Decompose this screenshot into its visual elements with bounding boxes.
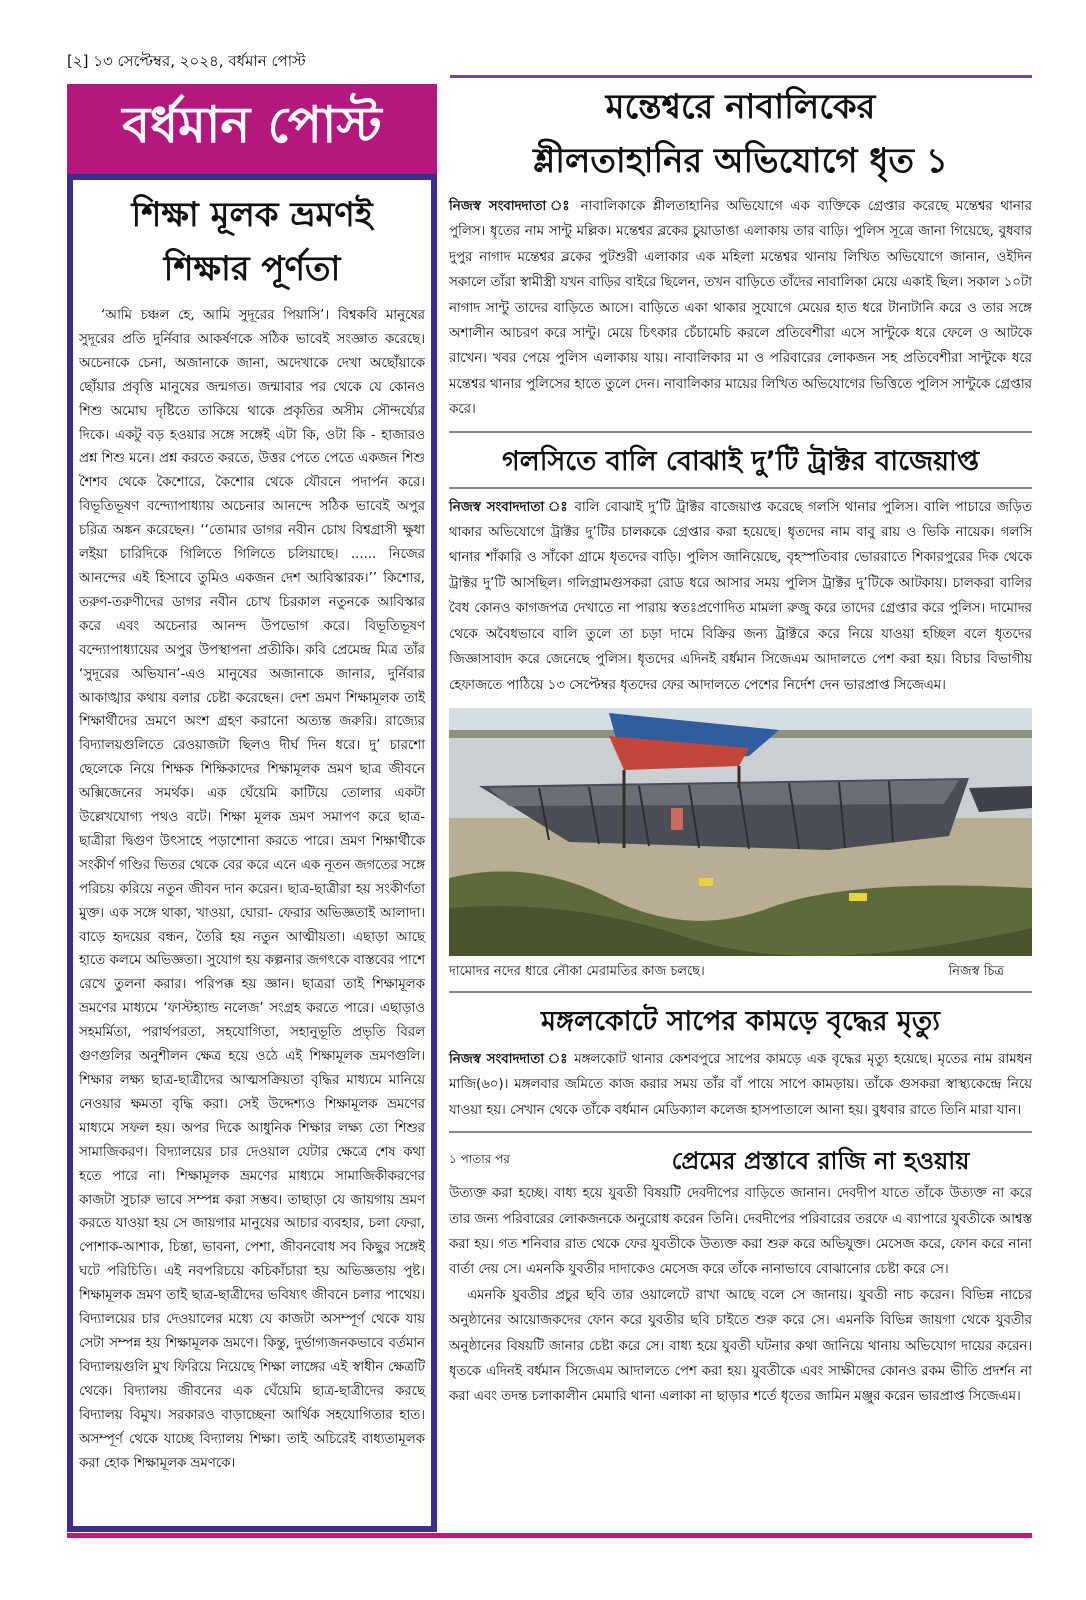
left-article [73,180,431,1526]
photo-caption-row [449,962,1032,983]
article3-body: মঙ্গলকোট থানার কেশবপুরে সাপের কামড়ে এক বৃদ্ধের মৃত্যু হয়েছে। মৃতের নাম রামধন মাজি(৬০)। মঙ্গলবার জমিতে কাজ করার সময় তাঁর বাঁ পায়ে সাপে কামড়ায়। তাঁকে গুসকরা স্বাস্থ্যকেন্দ্রে নিয়ে যাওয়া হয়। সেখান থেকে তাঁকে বর্ধমান মেডিক্যাল কলেজ হাসপাতালে আনা হয়। বুধবার রাতে তিনি মারা যান। [449,1051,1032,1118]
separator [449,991,1032,993]
article1-body-para [449,194,1032,423]
page-header: [২] ১৩ সেপ্টেম্বর, ২০২৪, বর্ধমান পোস্ট [67,52,306,70]
separator [449,1131,1032,1133]
article2-body: বালি বোঝাই দু’টি ট্রাক্টর বাজেয়াপ্ত করেছে গলসি থানার পুলিস। বালি পাচারে জড়িত থাকার অভিযোগে ট্রাক্টর দু’টির চালককে গ্রেপ্তার করা হয়েছে। ধৃতদের নাম বাবু রায় ও ভিকি নায়েক। গলসি থানার শাঁকারি ও সাঁকো গ্রামে ধৃতদের বাড়ি। পুলিস জানিয়েছে, বৃহস্পতিবার ভোররাতে শিকারপুরের দিক থেকে ট্রাক্টর দু’টি আসছিল। গলিগ্রামগুসকরা রোড ধরে আসার সময় পুলিস ট্রাক্টর দু’টিকে আটকায়। চালকরা বালির বৈধ কোনও কাগজপত্র দেখাতে না পারায় স্বতঃপ্রণোদিত মামলা রুজু করে তাদের গ্রেপ্তার করে পুলিস। দামোদর থেকে অবৈধভাবে বালি তুলে তা চড়া দামে বিক্রির জন্য ট্রাক্টরে করে নিয়ে যাওয়া হচ্ছিল বলে ধৃতদের জিজ্ঞাসাবাদ করে জেনেছে পুলিস। ধৃতদের এদিনই বর্ধমান সিজেএম আদালতে পেশ করা হয়। বিচার বিভাগীয় হেফাজতে পাঠিয়ে ১৩ সেপ্টেম্বর ধৃতদের ফের আদালতে পেশের নির্দেশ দেন ভারপ্রাপ্ত সিজেএম। [449,499,1032,693]
article2-body-para [449,495,1032,698]
right-column [449,80,1032,1410]
worker [671,808,683,830]
article3-headline: মঙ্গলকোটে সাপের কামড়ে বৃদ্ধের মৃত্যু [541,1005,940,1037]
article2-headline: গলসিতে বালি বোঝাই দু’টি ট্রাক্টর বাজেয়াপ্ত [501,445,980,477]
left-article-headline [79,188,425,296]
continuation-row [449,1141,1032,1181]
masthead-title: বর্ধমান পোস্ট [122,95,382,154]
debris [699,878,713,886]
article4-para2: এমনকি যুবতীর প্রচুর ছবি তার ওয়ালেটে রাখা আছে বলে সে জানায়। যুবতী নাচ করেন। বিভিন্ন নাচের অনুষ্ঠানের আয়োজকদের ফোন করে যুবতীর ছবি চাইতে শুরু করে সে। এমনকি বিভিন্ন জায়গা থেকে যুবতীর অনুষ্ঠানের বিষয়টি জানার চেষ্টা করে সে। বাধ্য হয়ে যুবতী ঘটনার কথা জানিয়ে থানায় অভিযোগ দায়ের করেন। ধৃতকে এদিনই বর্ধমান সিজেএম আদালতে পেশ করা হয়। যুবতীকে এবং সাক্ষীদের কোনও রকম ভীতি প্রদর্শন না করা এবং তদন্ত চলাকালীন মেমারি থানা এলাকা না ছাড়ার শর্তে ধৃতের জামিন মঞ্জুর করেন ভারপ্রাপ্ত সিজেএম। [449,1287,1032,1405]
footer-rule [67,1533,1032,1538]
separator [449,431,1032,433]
article3-byline: নিজস্ব সংবাদদাতা ঃ [449,1051,569,1067]
article1-body: নাবালিকাকে শ্লীলতাহানির অভিযোগে এক ব্যক্তিকে গ্রেপ্তার করেছে মন্তেশ্বর থানার পুলিস। ধৃতের নাম সান্টু মল্লিক। মন্তেশ্বর ব্লকের চুয়াডাঙা এলাকায় তার বাড়ি। পুলিস সূত্রে জানা গিয়েছে, বুধবার দুপুর নাগাদ মন্তেশ্বর ব্লকের পুটশুরী এলাকার এক মহিলা মন্তেশ্বর থানায় লিখিত অভিযোগে জানান, ওইদিন সকালে তাঁরা স্বামীস্ত্রী যখন বাড়ির বাইরে ছিলেন, তখন বাড়িতে তাঁদের নাবালিকা মেয়ে একাই ছিল। সকাল ১০টা নাগাদ সান্টু তাদের বাড়িতে আসে। বাড়িতে একা থাকার সুযোগে মেয়ের হাত ধরে টানাটানি করে ও তার সঙ্গে অশালীন আচরণ করে সান্টু। মেয়ে চিৎকার চেঁচামেচি করলে প্রতিবেশীরা এসে সান্টুকে ধরে ফেলে ও আটকে রাখেন। খবর পেয়ে পুলিস এলাকায় যায়। নাবালিকার মা ও পরিবারের লোকজন সহ প্রতিবেশীরা সান্টুকে ধরে মন্তেশ্বর থানার পুলিসের হাতে তুলে দেন। নাবালিকার মায়ের লিখিত অভিযোগের ভিত্তিতে পুলিস সান্টুকে গ্রেপ্তার করে। [449,199,1032,418]
article2-byline: নিজস্ব সংবাদদাতা ঃ [449,499,569,515]
masthead [67,84,437,174]
article1-byline: নিজস্ব সংবাদদাতা ঃ [449,199,573,214]
article-montreshwar [449,80,1032,423]
article-proposal [449,1141,1032,1410]
header-rule [450,75,1032,78]
left-headline-line1: শিক্ষা মূলক ভ্রমণই [131,195,373,235]
article1-headline-line2: শ্লীলতাহানির অভিযোগে ধৃত ১ [533,141,948,181]
boat-photo-image [449,708,1032,956]
article4-para1: উত্যক্ত করা হচ্ছে। বাধ্য হয়ে যুবতী বিষয়টি দেবদীপের বাড়িতে জানান। দেবদীপ যাতে তাঁকে উত্যক্ত না করে তার জন্য পরিবারের লোকজনকে অনুরোধ করেন তিনি। দেবদীপের পরিবারের তরফে এ ব্যাপারে যুবতীকে আশ্বস্ত করা হয়। গত শনিবার রাত থেকে ফের যুবতীকে উত্যক্ত করা শুরু করে অভিযুক্ত। মেসেজ করে, ফোন করে নানা বার্তা দেয় সে। এমনকি যুবতীর দাদাকেও মেসেজ করে তাঁকে নানাভাবে বোঝানোর চেষ্টা করে সে। [449,1186,1033,1278]
left-article-body: ‘আমি চঞ্চল হে, আমি সুদূরের পিয়াসি’। বিশ্বকবি মানুষের সুদূরের প্রতি দুর্নিবার আকর্ষণকে সঠিক ভাবেই সংজ্ঞাত করেছে। অচেনাকে চেনা, অজানাকে জানা, অদেখাকে দেখা অছোঁয়াকে ছোঁয়ার প্রবৃত্তি মানুষের জন্মগত। জন্মাবার পর থেকে যে কোনও শিশু অমোঘ দৃষ্টিতে তাকিয়ে থাকে প্রকৃতির অসীম সৌন্দর্য্যের দিকে। একটু বড় হওয়ার সঙ্গে সঙ্গেই এটা কি, ওটা কি - হাজারও প্রশ্ন শিশু মনে। প্রশ্ন করতে করতে, উত্তর পেতে পেতে একজন শিশু শৈশব থেকে কৈশোরে, কৈশোর থেকে যৌবনে পদার্পন করে। বিভূতিভূষণ বন্দ্যোপাধ্যায় অচেনার আনন্দে সঠিক ভাবেই অপুর চরিত্র অঙ্কন করেছেন। ‘‘তোমার ডাগর নবীন চোখ বিশ্বগ্রাসী ক্ষুধা লইয়া চারিদিকে গিলিতে গিলিতে চলিয়াছে। ...... নিজের আনন্দের এই হিসাবে তুমিও একজন দেশ আবিস্কারক।’’ কিশোর, তরুণ-তরুণীদের ডাগর নবীন চোখ চিরকাল নতুনকে আবিস্কার করে এবং অচেনার আনন্দ উপভোগ করে। বিভূতিভূষণ বন্দ্যোপাধ্যায়ের অপুর উপস্থাপনা প্রতীকি। কবি প্রেমেন্দ্র মিত্র তাঁর ‘সুদূরের অভিযান’-এও মানুষের অজানাকে জানার, দুর্নিবার আকাঙ্খার কথায় বলার চেষ্টা করেছেন। দেশ ভ্রমণ শিক্ষামূলক তাই শিক্ষার্থীদের ভ্রমণে অংশ গ্রহণ করানো অত্যন্ত জরুরি। রাজ্যের বিদ্যালয়গুলিতে রেওয়াজটা ছিলও দীর্ঘ দিন ধরে। দু’ চারশো ছেলেকে নিয়ে শিক্ষক শিক্ষিকাদের শিক্ষামূলক ভ্রমণ ছাত্র জীবনে অক্সিজেনের সমর্থক। এক ঘেঁয়েমি কাটিয়ে তোলার একটা উল্লেখযোগ্য পথও বটে। শিক্ষা মূলক ভ্রমণ সমাপণ করে ছাত্র-ছাত্রীরা দ্বিগুণ উৎসাহে পড়াশোনা করতে পারে। ভ্রমণ শিক্ষার্থীকে সংকীর্ণ গণ্ডির ভিতর থেকে বের করে এনে এক নূতন জগতের সঙ্গে পরিচয় করিয়ে নতুন জীবন দান করেন। ছাত্র-ছাত্রীরা হয় সংকীর্ণতা মুক্ত। এক সঙ্গে থাকা, খাওয়া, ঘোরা- ফেরার অভিজ্ঞতাই আলাদা। বাড়ে হৃদয়ের বন্ধন, তৈরি হয় নতুন আত্মীয়তা। এছাড়া আছে হাতে কলমে অভিজ্ঞতা। সুযোগ হয় কল্পনার জগৎকে বাস্তবের পাশে রেখে তুলনা করার। পরিপক্ক হয় জ্ঞান। ছাত্ররা তাই শিক্ষামূলক ভ্রমণের মাধ্যমে ‘ফাস্টহ্যান্ড নলেজ’ সংগ্রহ করতে পারে। এছাড়াও সহমর্মিতা, পরার্থপরতা, সহযোগিতা, সহানুভূতি প্রভৃতি বিরল গুণগুলির অনুশীলন ক্ষেত্র হয়ে ওঠে এই শিক্ষামূলক ভ্রমণগুলি। শিক্ষার লক্ষ্য ছাত্র-ছাত্রীদের আত্মসক্রিয়তা বৃদ্ধির মাধ্যমে মানিয়ে নেওয়ার ক্ষমতা বৃদ্ধি করা। সেই উদ্দেশ্যও শিক্ষামূলক ভ্রমণের মাধ্যমে সফল হয়। অপর দিকে আধুনিক শিক্ষার লক্ষ্য তো শিশুর সামাজিকরণ। বিদ্যালয়ের চার দেওয়াল যেটার ক্ষেত্রে শেষ কথা হতে পারে না। শিক্ষামূলক ভ্রমণের মাধ্যমে সামাজিকীকরণের কাজটা সুচারু ভাবে সম্পন্ন করা সম্ভব। তাছাড়া যে জায়গায় ভ্রমণ করতে যাওয়া হয় সে জায়গার মানুষের আচার ব্যবহার, চলা ফেরা, পোশাক-আশাক, চিন্তা, ভাবনা, পেশা, জীবনবোধ সব কিছুর সঙ্গেই ঘটে পরিচিতি। এই নবপরিচয়ে কচিকাঁচারা হয় অভিজ্ঞতায় পুষ্ট। শিক্ষামূলক ভ্রমণ তাই ছাত্র-ছাত্রীদের ভবিষ্যৎ জীবনে চলার পাথেয়। বিদ্যালয়ের চার দেওয়ালের মধ্যে যে কাজটা অসম্পূর্ণ থেকে যায় সেটা সম্পন্ন হয় শিক্ষামূলক ভ্রমণে। কিন্তু, দুর্ভাগ্যজনকভাবে বর্তমান বিদ্যালয়গুলি মুখ ফিরিয়ে নিয়েছে শিক্ষা লাঙ্গের এই স্বাধীন ক্ষেত্রটি থেকে। বিদ্যালয় জীবনের এক ঘেঁয়েমি ছাত্র-ছাত্রীদের করছে বিদ্যালয় বিমুখ। সরকারও বাড়াচ্ছেনা আর্থিক সহযোগিতার হাত। অসম্পূর্ণ থেকে যাচ্ছে বিদ্যালয় শিক্ষা। তাই অচিরেই বাধ্যতামূলক করা হোক শিক্ষামূলক ভ্রমণকে। [79,308,425,1471]
photo-credit: নিজস্ব চিত্র [948,963,1004,979]
article-mangalkot [449,1001,1032,1123]
separator [449,487,1032,489]
left-headline-line2: শিক্ষার পূর্ণতা [163,249,341,289]
article1-headline-line1: মন্তেশ্বরে নাবালিকের [605,87,876,127]
article1-headline [449,80,1032,188]
second-boat [969,786,1032,812]
debris [849,893,867,901]
article4-headline: প্রেমের প্রস্তাবে রাজি না হওয়ায় [671,1147,970,1176]
article3-body-para [449,1047,1032,1123]
boat-photo [449,708,1032,956]
article-galsi [449,441,1032,698]
continued-note: ১ পাতার পর [449,1152,510,1167]
photo-caption: দামোদর নদের ধারে নৌকা মেরামতির কাজ চলছে। [449,963,705,979]
left-column-box [67,174,437,1532]
